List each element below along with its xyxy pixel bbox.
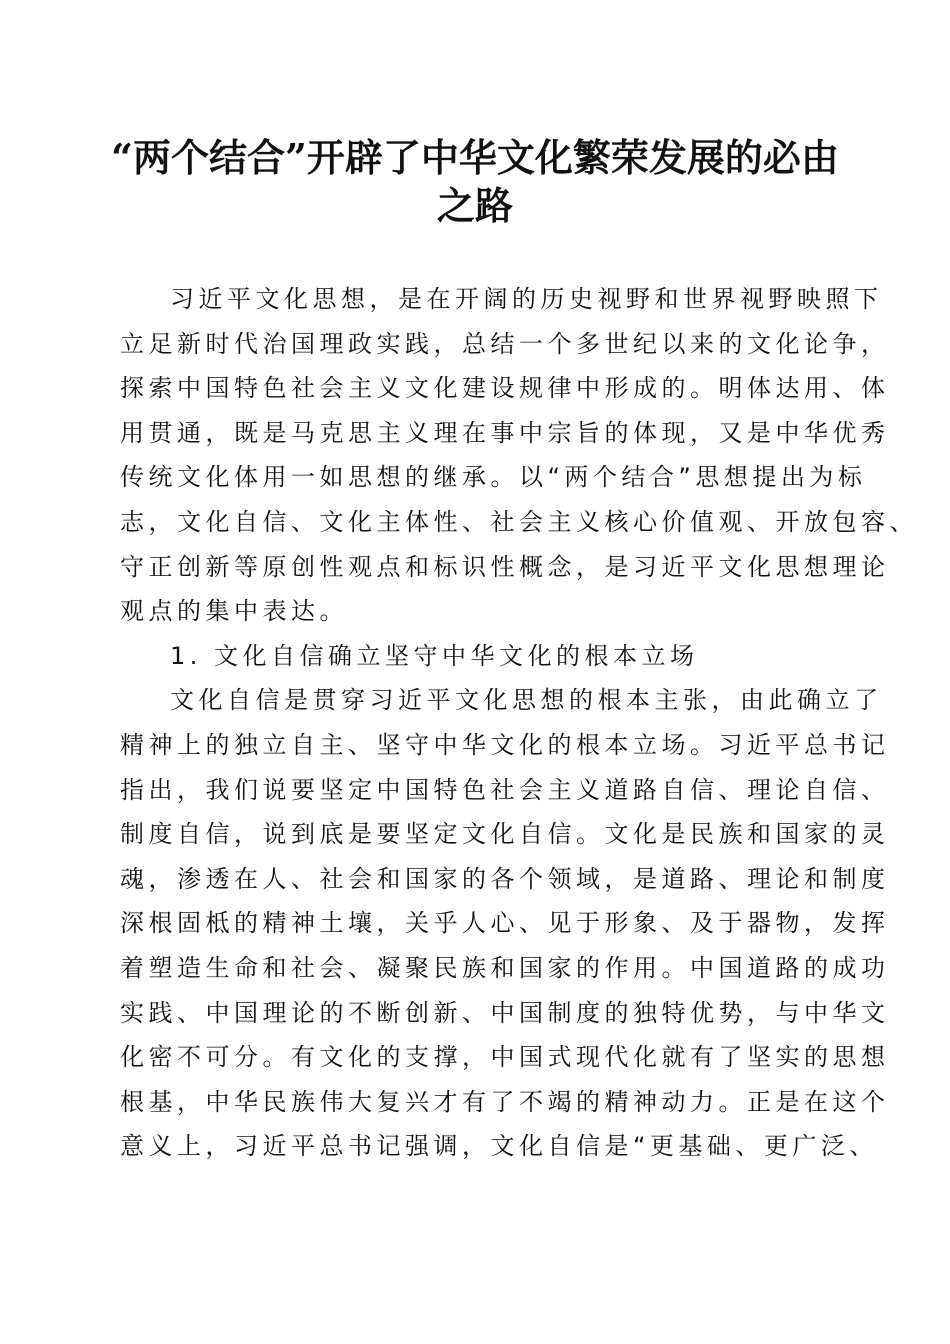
paragraph-line: 探索中国特色社会主义文化建设规律中形成的。明体达用、体 [120, 374, 890, 403]
paragraph-line: 守正创新等原创性观点和标识性概念，是习近平文化思想理论 [120, 552, 890, 581]
paragraph-line: 文化自信是贯穿习近平文化思想的根本主张，由此确立了 [170, 686, 883, 715]
paragraph-line: 意义上，习近平总书记强调，文化自信是“更基础、更广泛、 [120, 1132, 878, 1161]
paragraph-line: 习近平文化思想，是在开阔的历史视野和世界视野映照下 [170, 285, 883, 313]
paragraph-line: 深根固柢的精神土壤，关乎人心、见于形象、及于器物，发挥 [120, 909, 890, 938]
paragraph-2 [120, 678, 890, 1169]
title-line-1: “两个结合”开辟了中华文化繁荣发展的必由 [111, 135, 839, 180]
paragraph-line: 志，文化自信、文化主体性、社会主义核心价值观、开放包容、 [120, 507, 918, 536]
paragraph-line: 化密不可分。有文化的支撑，中国式现代化就有了坚实的思想 [120, 1043, 890, 1072]
paragraph-line: 观点的集中表达。 [120, 597, 348, 626]
paragraph-line: 魂，渗透在人、社会和国家的各个领域，是道路、理论和制度 [120, 864, 890, 893]
section-heading: 1. 文化自信确立坚守中华文化的根本立场 [170, 641, 699, 670]
paragraph-line: 制度自信，说到底是要坚定文化自信。文化是民族和国家的灵 [120, 820, 890, 849]
document-title [110, 134, 840, 230]
paragraph-1 [120, 277, 918, 634]
paragraph-line: 实践、中国理论的不断创新、中国制度的独特优势，与中华文 [120, 998, 890, 1027]
paragraph-line: 着塑造生命和社会、凝聚民族和国家的作用。中国道路的成功 [120, 953, 890, 982]
paragraph-line: 根基，中华民族伟大复兴才有了不竭的精神动力。正是在这个 [120, 1087, 890, 1116]
paragraph-line: 精神上的独立自主、坚守中华文化的根本立场。习近平总书记 [120, 730, 890, 759]
title-line-2: 之路 [436, 183, 513, 228]
paragraph-line: 指出，我们说要坚定中国特色社会主义道路自信、理论自信、 [120, 775, 890, 804]
paragraph-line: 传统文化体用一如思想的继承。以“两个结合”思想提出为标 [120, 463, 867, 492]
paragraph-line: 用贯通，既是马克思主义理在事中宗旨的体现，又是中华优秀 [120, 418, 890, 447]
paragraph-line: 立足新时代治国理政实践，总结一个多世纪以来的文化论争， [120, 329, 890, 358]
document-body [120, 277, 918, 1169]
